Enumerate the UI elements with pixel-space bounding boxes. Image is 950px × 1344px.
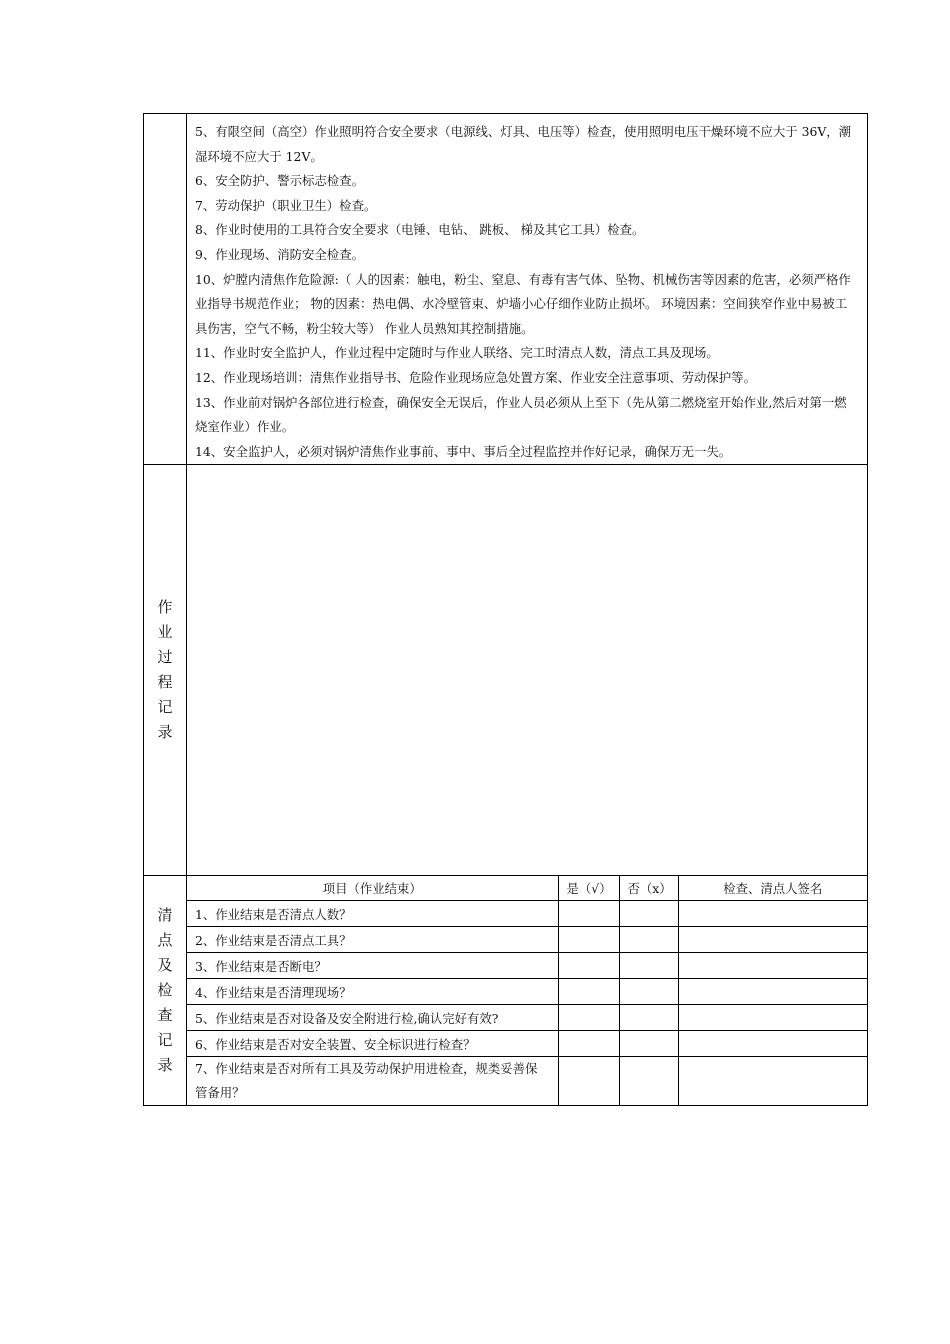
no-checkbox[interactable] [619,979,678,1005]
checkout-item: 7、作业结束是否对所有工具及劳动保护用进检查，规类妥善保管备用？ [187,1057,558,1106]
check-list [195,120,859,464]
process-record-area[interactable] [187,465,868,876]
checkout-row-6 [187,1031,867,1057]
process-label: 作 业 过 程 记 录 [157,598,173,742]
checkout-table [187,876,867,1105]
yes-checkbox[interactable] [558,979,619,1005]
checkout-item: 5、作业结束是否对设备及安全附进行检,确认完好有效? [187,1005,558,1031]
check-item: 11、作业时安全监护人，作业过程中定随时与作业人联络、完工时清点人数，清点工具及现场。 [195,345,719,361]
signature-field[interactable] [678,1005,867,1031]
yes-checkbox[interactable] [558,901,619,927]
check-item: 6、安全防护、警示标志检查。 [195,173,364,189]
signature-field[interactable] [678,979,867,1005]
checkout-row-2 [187,927,867,953]
checkout-row-7 [187,1057,867,1106]
no-checkbox[interactable] [619,953,678,979]
no-checkbox[interactable] [619,927,678,953]
checkout-row-5 [187,1005,867,1031]
checkout-row-4 [187,979,867,1005]
checkout-item: 4、作业结束是否清理现场？ [187,979,558,1005]
yes-checkbox[interactable] [558,1031,619,1057]
check-item: 5、有限空间（高空）作业照明符合安全要求（电源线、灯具、电压等）检查，使用照明电压干燥环境不应大于 36V，潮湿环境不应大于 12V。 [195,124,852,164]
header-yes: 是（√） [558,876,619,901]
checkout-cell [187,876,868,1106]
check-item: 14、安全监护人，必须对锅炉清焦作业事前、事中、事后全过程监控并作好记录，确保万无一失。 [195,443,732,459]
signature-field[interactable] [678,901,867,927]
check-item: 8、作业时使用的工具符合安全要求（电锤、电钻、 跳板、 梯及其它工具）检查。 [195,222,645,238]
checks-label-cell [144,114,187,465]
check-item: 7、劳动保护（职业卫生）检查。 [195,197,377,213]
signature-field[interactable] [678,927,867,953]
process-label-cell [144,465,187,876]
work-permit-table [143,113,868,1106]
header-item: 项目（作业结束） [187,876,558,901]
signature-field[interactable] [678,953,867,979]
checkout-header-row [187,876,867,901]
checkout-row-3 [187,953,867,979]
check-item: 9、作业现场、消防安全检查。 [195,246,364,262]
checks-cell [187,114,868,465]
checkout-row [144,876,868,1106]
yes-checkbox[interactable] [558,1057,619,1106]
signature-field[interactable] [678,1031,867,1057]
no-checkbox[interactable] [619,1057,678,1106]
checkout-label-cell [144,876,187,1106]
checkout-row-1 [187,901,867,927]
yes-checkbox[interactable] [558,927,619,953]
checkout-item: 2、作业结束是否清点工具？ [187,927,558,953]
header-signature: 检查、清点人签名 [678,876,867,901]
header-no: 否（x） [619,876,678,901]
checkout-item: 6、作业结束是否对安全装置、安全标识进行检查？ [187,1031,558,1057]
check-item: 12、作业现场培训：清焦作业指导书、危险作业现场应急处置方案、作业安全注意事项、劳动保护等。 [195,369,756,385]
checkout-item: 3、作业结束是否断电？ [187,953,558,979]
no-checkbox[interactable] [619,1031,678,1057]
process-row [144,465,868,876]
signature-field[interactable] [678,1057,867,1106]
yes-checkbox[interactable] [558,1005,619,1031]
no-checkbox[interactable] [619,901,678,927]
checkout-item: 1、作业结束是否清点人数？ [187,901,558,927]
check-item: 13、作业前对锅炉各部位进行检查，确保安全无误后，作业人员必须从上至下（先从第二燃烧室开始作业,然后对第一燃烧室作业）作业。 [195,394,847,435]
checks-row [144,114,868,465]
no-checkbox[interactable] [619,1005,678,1031]
checkout-body [187,876,867,1105]
check-item: 10、炉膛内清焦作危险源:（ 人的因素：触电，粉尘、窒息、有毒有害气体、坠物、机械伤害等因素的危害，必须严格作业指导书规范作业； 物的因素：热电偶、水冷壁管束、炉墙小心仔细作业防止损坏。 环境因素：空间狭窄作业中易被工具伤害，空气不畅，粉尘较大等） 作业人员熟知其控制措施。 [195,271,851,336]
yes-checkbox[interactable] [558,953,619,979]
checkout-label: 清 点 及 检 查 记 录 [157,906,173,1075]
